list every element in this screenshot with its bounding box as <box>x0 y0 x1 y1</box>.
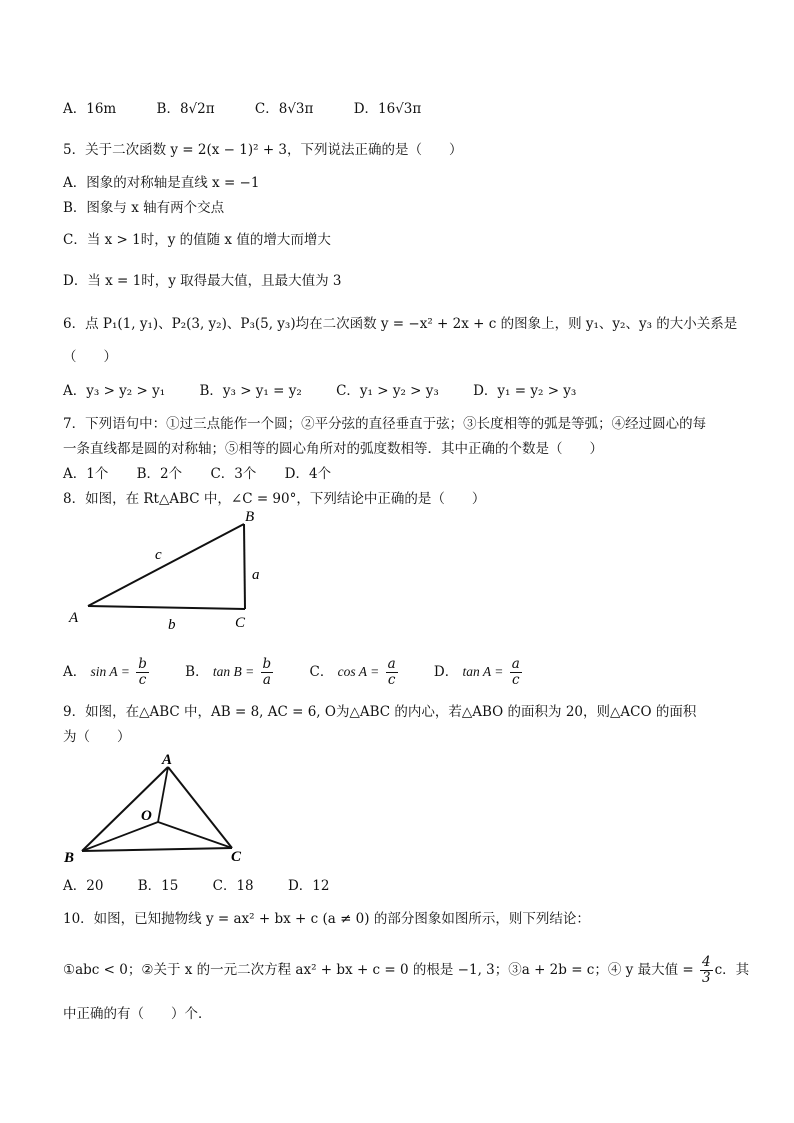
q6-option-a: A．y₃ > y₂ > y₁ <box>63 383 166 399</box>
q9-options-row <box>63 876 329 896</box>
q7-line1: 7．下列语句中：①过三点能作一个圆；②平分弦的直径垂直于弦；③长度相等的弧是等弧；④经过圆心的每 <box>63 416 707 432</box>
q8-label-b: B <box>245 509 255 525</box>
q10-conditions <box>63 954 749 986</box>
q5-option-a: A．图象的对称轴是直线 x = −1 <box>63 175 260 191</box>
q8-side-label-b: b <box>168 617 176 633</box>
q8-side-label-c: c <box>155 547 162 563</box>
q9-option-c: C．18 <box>212 878 254 894</box>
q8-option-b-fraction: $\frac{b}{a}$ <box>262 656 272 688</box>
q9-line1: 9．如图，在△ABC 中，AB = 8, AC = 6, O为△ABC 的内心，若△ABO 的面积为 20，则△ACO 的面积 <box>63 704 697 720</box>
q7-option-c: C．3个 <box>210 466 257 482</box>
q8-option-a-fraction: $\frac{b}{c}$ <box>138 656 147 688</box>
q8-stem: 8．如图，在 Rt△ABC 中，∠C = 90°，下列结论中正确的是（ ） <box>63 491 486 507</box>
q9-option-d: D．12 <box>287 878 330 894</box>
q9-option-b: B．15 <box>137 878 179 894</box>
q9-option-a: A．20 <box>63 878 104 894</box>
q9-segment-ob <box>82 822 158 851</box>
q7-option-b: B．2个 <box>136 466 183 482</box>
q8-options-row <box>63 656 524 688</box>
q8-triangle <box>88 524 245 609</box>
q5-option-c: C．当 x > 1时，y 的值随 x 值的增大而增大 <box>63 232 331 248</box>
q8-option-a: A． sin A = $\frac{b}{c}$ <box>63 656 147 688</box>
q8-side-ab <box>88 524 244 606</box>
q10-stem: 10．如图，已知抛物线 y = ax² + bx + c (a ≠ 0) 的部分图象如图所示，则下列结论： <box>63 911 590 927</box>
q8-option-d-fraction: $\frac{a}{c}$ <box>511 656 520 688</box>
q7-option-d: D．4个 <box>284 466 332 482</box>
q8-side-bc <box>244 524 245 609</box>
q10-tail: 中正确的有（ ）个． <box>63 1006 212 1022</box>
q9-line2: 为（ ） <box>63 729 131 745</box>
q5-option-d: D．当 x = 1时，y 取得最大值，且最大值为 3 <box>63 273 342 289</box>
q9-side-bc <box>82 848 232 851</box>
q6-option-b: B．y₃ > y₁ = y₂ <box>199 383 302 399</box>
q10-fraction: $\frac{4}{3}$ <box>701 954 711 986</box>
q7-line2: 一条直线都是圆的对称轴；⑤相等的圆心角所对的弧度数相等．其中正确的个数是（ ） <box>63 441 603 457</box>
q8-side-ac <box>88 606 245 609</box>
q9-triangle <box>82 767 232 851</box>
q8-label-c: C <box>235 615 246 631</box>
q8-option-b: B． tan B = $\frac{b}{a}$ <box>185 656 272 688</box>
q4-option-b: B．8√2π <box>156 101 215 117</box>
q10-conditions-tail: c．其 <box>714 962 750 978</box>
q8-side-label-a: a <box>252 567 260 583</box>
q5-stem: 5．关于二次函数 y = 2(x − 1)² + 3，下列说法正确的是（ ） <box>63 142 463 158</box>
q8-option-c: C． cos A = $\frac{a}{c}$ <box>309 656 396 688</box>
q6-paren: （ ） <box>63 349 117 365</box>
q9-label-a: A <box>162 752 173 768</box>
q9-label-b: B <box>64 850 75 866</box>
q9-label-c: C <box>231 849 242 865</box>
q8-option-c-fraction: $\frac{a}{c}$ <box>387 656 396 688</box>
q10-conditions-text: ①abc < 0；②关于 x 的一元二次方程 ax² + bx + c = 0 的根是 −1, 3；③a + 2b = c；④ y 最大值 = <box>63 962 694 978</box>
q6-stem: 6．点 P₁(1, y₁)、P₂(3, y₂)、P₃(5, y₃)均在二次函数 y = −x² + 2x + c 的图象上，则 y₁、y₂、y₃ 的大小关系是 <box>63 316 738 332</box>
q9-label-o: O <box>141 808 152 824</box>
q5-option-b: B．图象与 x 轴有两个交点 <box>63 200 225 216</box>
q4-option-c: C．8√3π <box>254 101 314 117</box>
q6-option-c: C．y₁ > y₂ > y₃ <box>336 383 439 399</box>
q4-option-a: A．16m <box>63 101 117 117</box>
q6-option-d: D．y₁ = y₂ > y₃ <box>473 383 577 399</box>
q9-side-ab <box>82 767 168 851</box>
q8-option-d: D． tan A = $\frac{a}{c}$ <box>433 656 520 688</box>
q8-label-a: A <box>69 610 79 626</box>
q4-option-d: D．16√3π <box>353 101 422 117</box>
q7-option-a: A．1个 <box>63 466 109 482</box>
